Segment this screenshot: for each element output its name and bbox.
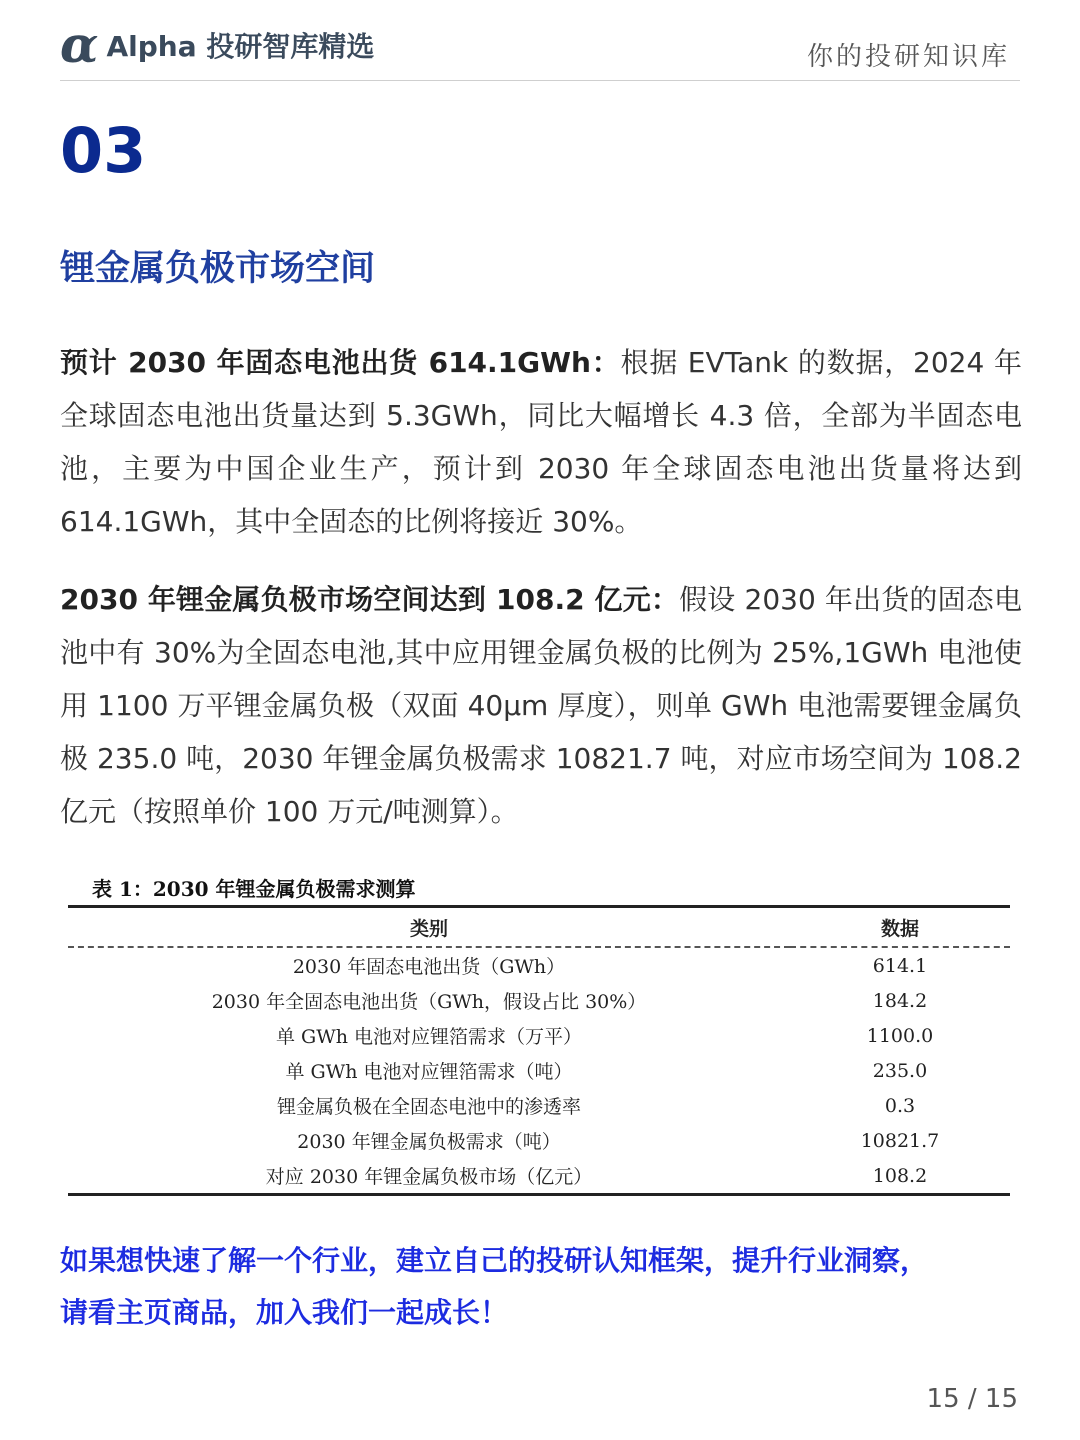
paragraph-body: 假设 2030 年出货的固态电池中有 30%为全固态电池,其中应用锂金属负极的比例为 25%,1GWh 电池使用 1100 万平锂金属负极（双面 40μm 厚度），则单 GWh 电池需要锂金属负极 235.0 吨，2030 年锂金属负极需求 10821.7 吨，对应市场空间为 108.2 亿元（按照单价 100 万元/吨测算）。 bbox=[60, 583, 1022, 828]
table-header-value: 数据 bbox=[790, 907, 1010, 948]
table-row bbox=[68, 1123, 1010, 1158]
table-caption: 表 1：2030 年锂金属负极需求测算 bbox=[92, 877, 416, 901]
cta-line-1: 如果想快速了解一个行业，建立自己的投研认知框架，提升行业洞察， bbox=[60, 1244, 929, 1277]
section-number: 03 bbox=[60, 114, 147, 187]
brand-name: Alpha 投研智库精选 bbox=[106, 30, 375, 63]
table-cell-value: 0.3 bbox=[884, 1094, 916, 1117]
table-cell-category: 锂金属负极在全固态电池中的渗透率 bbox=[276, 1096, 581, 1118]
call-to-action bbox=[60, 1235, 1022, 1339]
table-row bbox=[68, 1088, 1010, 1123]
table-cell-category: 对应 2030 年锂金属负极市场（亿元） bbox=[68, 1158, 790, 1195]
paragraph-body: 根据 EVTank 的数据，2024 年全球固态电池出货量达到 5.3GWh，同比大幅增长 4.3 倍，全部为半固态电池，主要为中国企业生产，预计到 2030 年全球固态电池出货量将达到 614.1GWh，其中全固态的比例将接近 30%。 bbox=[60, 346, 1022, 538]
table-cell-category: 2030 年锂金属负极需求（吨） bbox=[297, 1131, 561, 1153]
paragraph-market-size bbox=[60, 573, 1022, 838]
cta-line-2: 请看主页商品，加入我们一起成长！ bbox=[60, 1296, 509, 1329]
table-cell-value: 1100.0 bbox=[866, 1024, 934, 1047]
table-cell-category: 单 GWh 电池对应锂箔需求（吨） bbox=[285, 1061, 573, 1083]
table-row bbox=[68, 1053, 1010, 1088]
page-number: 15 / 15 bbox=[926, 1384, 1018, 1414]
table-cell-value: 235.0 bbox=[872, 1059, 928, 1082]
table-cell-category: 2030 年固态电池出货（GWh） bbox=[292, 956, 566, 978]
paragraph-lead: 2030 年锂金属负极市场空间达到 108.2 亿元： bbox=[60, 583, 680, 616]
table-cell-category: 单 GWh 电池对应锂箔需求（万平） bbox=[275, 1026, 583, 1048]
table-header-row bbox=[68, 907, 1010, 948]
table-cell-value: 614.1 bbox=[872, 954, 928, 977]
table-cell-category: 2030 年全固态电池出货（GWh，假设占比 30%） bbox=[211, 991, 647, 1013]
section-title: 锂金属负极市场空间 bbox=[60, 249, 376, 289]
page-header bbox=[60, 15, 1020, 81]
table-cell-value: 108.2 bbox=[790, 1158, 1010, 1195]
table-row bbox=[68, 983, 1010, 1018]
tagline: 你的投研知识库 bbox=[806, 42, 1010, 72]
paragraph-shipments bbox=[60, 336, 1022, 548]
table-row bbox=[68, 947, 1010, 983]
brand bbox=[60, 15, 375, 74]
table-row bbox=[68, 1158, 1010, 1195]
demand-table bbox=[68, 905, 1010, 1196]
alpha-logo-icon: α bbox=[60, 15, 99, 74]
paragraph-lead: 预计 2030 年固态电池出货 614.1GWh： bbox=[60, 346, 621, 379]
table-cell-value: 10821.7 bbox=[860, 1129, 940, 1152]
table-header-category: 类别 bbox=[68, 907, 790, 948]
table-cell-value: 184.2 bbox=[872, 989, 928, 1012]
table-row bbox=[68, 1018, 1010, 1053]
